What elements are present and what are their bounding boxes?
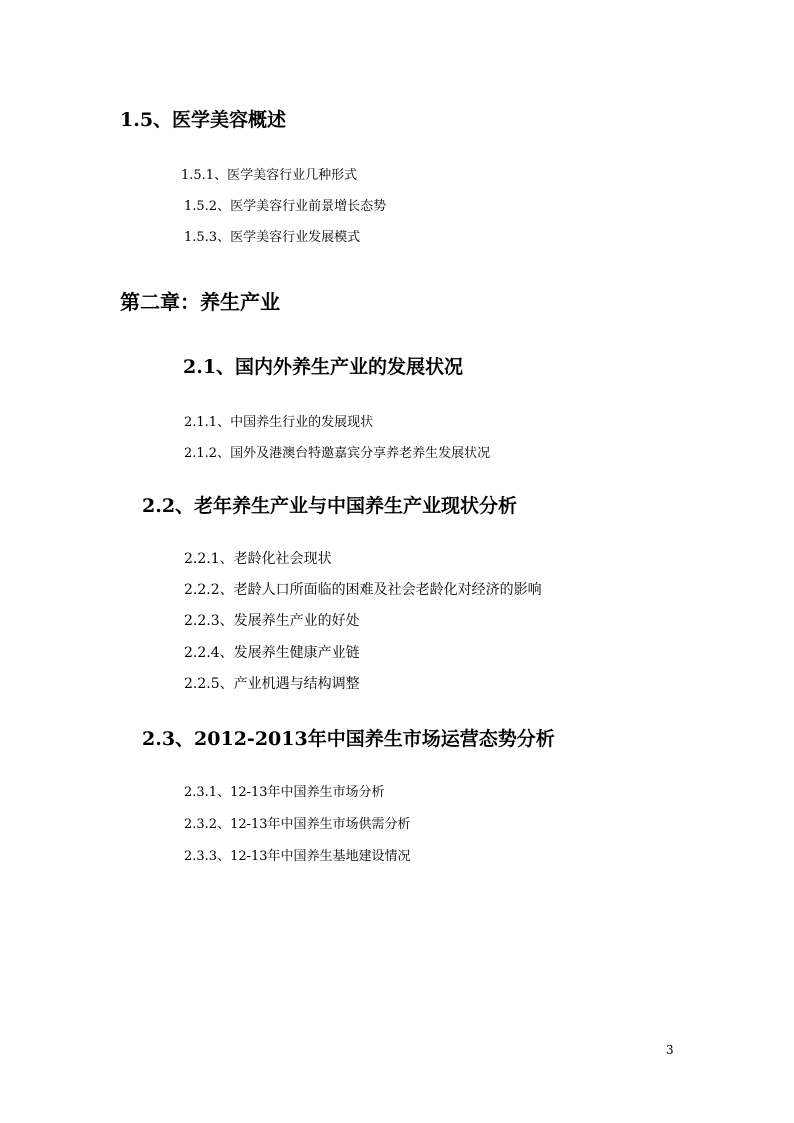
toc-item-2-2-3: 2.2.3、发展养生产业的好处 [184,613,360,629]
toc-item-2-2-2: 2.2.2、老龄人口所面临的困难及社会老龄化对经济的影响 [184,582,542,598]
toc-item-2-3-3: 2.3.3、12-13年中国养生基地建设情况 [184,849,411,864]
toc-item-2-3-2: 2.3.2、12-13年中国养生市场供需分析 [184,817,411,832]
section-title-2-1: 2.1、国内外养生产业的发展状况 [183,356,464,378]
toc-item-1-5-3: 1.5.3、医学美容行业发展模式 [184,230,361,245]
toc-item-2-2-5: 2.2.5、产业机遇与结构调整 [184,676,360,692]
toc-item-1-5-1: 1.5.1、医学美容行业几种形式 [181,168,358,183]
chapter-title-2: 第二章：养生产业 [120,290,280,314]
toc-item-2-3-1: 2.3.1、12-13年中国养生市场分析 [184,785,385,800]
section-title-1-5: 1.5、医学美容概述 [120,109,287,131]
toc-item-2-2-4: 2.2.4、发展养生健康产业链 [184,645,360,661]
section-title-2-2: 2.2、老年养生产业与中国养生产业现状分析 [142,495,518,517]
toc-item-1-5-2: 1.5.2、医学美容行业前景增长态势 [184,199,387,214]
toc-item-2-2-1: 2.2.1、老龄化社会现状 [184,551,332,567]
toc-item-2-1-2: 2.1.2、国外及港澳台特邀嘉宾分享养老养生发展状况 [184,446,491,461]
section-title-2-3: 2.3、2012-2013年中国养生市场运营态势分析 [142,728,555,750]
page-number: 3 [666,1043,674,1057]
toc-item-2-1-1: 2.1.1、中国养生行业的发展现状 [184,415,374,430]
